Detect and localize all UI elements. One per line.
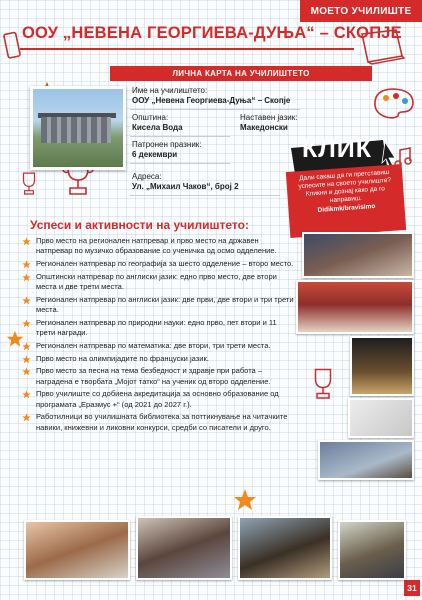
- star-bullet-icon: [22, 237, 31, 246]
- school-name-value: ООУ „Невена Георгиева-Дуња“ – Скопје: [132, 96, 291, 105]
- language-label: Наставен јазик:: [240, 113, 298, 122]
- eraser-doodle-icon: [2, 30, 24, 60]
- students-group-photo: [302, 232, 414, 278]
- palette-doodle-icon: [372, 86, 416, 120]
- klik-text: Дали сакаш да ги претставиш успесите на своето училиште? Кликни и дознај како да го направиш.: [298, 168, 392, 205]
- achievement-text: Регионален натпревар по математика: две втори, три трети места.: [36, 340, 271, 350]
- star-bullet-icon: [22, 319, 31, 328]
- star-bullet-icon: [22, 355, 31, 364]
- achievement-item: [22, 236, 294, 257]
- klik-word: КЛИК: [301, 134, 373, 163]
- field-divider: [130, 109, 300, 110]
- star-bullet-icon: [22, 390, 31, 399]
- achievement-text: Прво место на олимпијадите по француски јазик.: [36, 353, 209, 363]
- achievement-text: Општински натпревар по англиски јазик: едно прво место, две втори места и две трети места.: [36, 271, 277, 292]
- students-activity-photo: [338, 520, 406, 580]
- field-divider: [130, 136, 230, 137]
- page-number: 31: [404, 580, 420, 596]
- star-bullet-icon: [22, 413, 31, 422]
- school-name-label: Име на училиштето:: [132, 86, 208, 95]
- achievement-text: Регионален натпревар по географија за шесто одделение – второ место.: [36, 259, 294, 269]
- teachers-meeting-photo: [24, 520, 130, 580]
- municipality-label: Општина:: [132, 113, 169, 122]
- achievement-item: [22, 259, 294, 269]
- achievement-item: [22, 354, 294, 364]
- diploma-photo: [348, 398, 414, 438]
- achievement-item: [22, 366, 294, 387]
- star-bullet-icon: [22, 296, 31, 305]
- achievement-item: [22, 272, 294, 293]
- field-divider: [130, 163, 230, 164]
- bottom-photo-strip: [0, 516, 422, 586]
- achievement-text: Прво училиште со добиена акредитација за основно образование од програмата „Еразмус +“ (од 2021 до 2027 г.).: [36, 389, 279, 409]
- title-underline: [20, 48, 354, 50]
- achievement-text: Регионален натпревар по природни науки: едно прво, пет втори и 11 трети награди.: [36, 317, 277, 338]
- achievement-item: [22, 318, 294, 339]
- achievement-text: Регионален натпревар по англиски јазик: две први, две втори и три трети места.: [36, 294, 294, 315]
- address-value: Ул. „Михаил Чаков“, број 2: [132, 182, 239, 191]
- klik-link[interactable]: Didikmk/bravisimo: [317, 202, 376, 214]
- id-card-band: ЛИЧНА КАРТА НА УЧИЛИШТЕТО: [110, 66, 372, 81]
- achievement-item: [22, 295, 294, 316]
- small-trophy-doodle-icon: [18, 168, 40, 198]
- language-value: Македонски: [240, 123, 288, 132]
- photo-collage: [296, 232, 418, 482]
- klik-callout[interactable]: [286, 164, 406, 238]
- star-doodle-icon: [232, 488, 258, 512]
- achievement-item: [22, 341, 294, 351]
- students-stage-photo: [296, 280, 414, 334]
- library-photo: [318, 440, 414, 480]
- patron-day-value: 6 декември: [132, 150, 178, 159]
- star-bullet-icon: [22, 260, 31, 269]
- workshop-photo: [136, 516, 232, 580]
- school-event-photo: [238, 516, 332, 580]
- page-title: ООУ „НЕВЕНА ГЕОРГИЕВА-ДУЊА“ – СКОПЈЕ: [22, 24, 402, 42]
- school-building-photo: [30, 86, 126, 170]
- municipality-field: [132, 113, 232, 133]
- address-label: Адреса:: [132, 172, 162, 181]
- star-bullet-icon: [22, 342, 31, 351]
- language-field: [240, 113, 320, 133]
- municipality-value: Кисела Вода: [132, 123, 183, 132]
- address-field: [132, 172, 292, 192]
- achievements-title: Успеси и активности на училиштето:: [30, 218, 249, 232]
- achievement-text: Прво место за песна на тема безбедност и здравје при работа – наградена е творбата „Мојот татко“ на ученик од второ одделение.: [36, 366, 271, 386]
- star-bullet-icon: [22, 273, 31, 282]
- field-divider: [130, 195, 280, 196]
- achievement-text: Работилници во училишната библиотека за поттикнување на читачките навики, книжевни и ликовни конкурси, средби со писатели и друго.: [36, 412, 288, 432]
- section-tab: МОЕТО УЧИЛИШТЕ: [300, 0, 422, 22]
- patron-day-label: Патронен празник:: [132, 140, 202, 149]
- patron-day-field: [132, 140, 252, 160]
- star-bullet-icon: [22, 367, 31, 376]
- achievements-list: [22, 236, 294, 435]
- classroom-photo: [350, 336, 414, 396]
- school-name-field: [132, 86, 302, 106]
- achievement-item: [22, 389, 294, 410]
- achievement-text: Прво место на регионален натпревар и прво место на државен натпревар по музичко образование со ученичка од осмо одделение.: [36, 236, 277, 256]
- achievement-item: [22, 412, 294, 433]
